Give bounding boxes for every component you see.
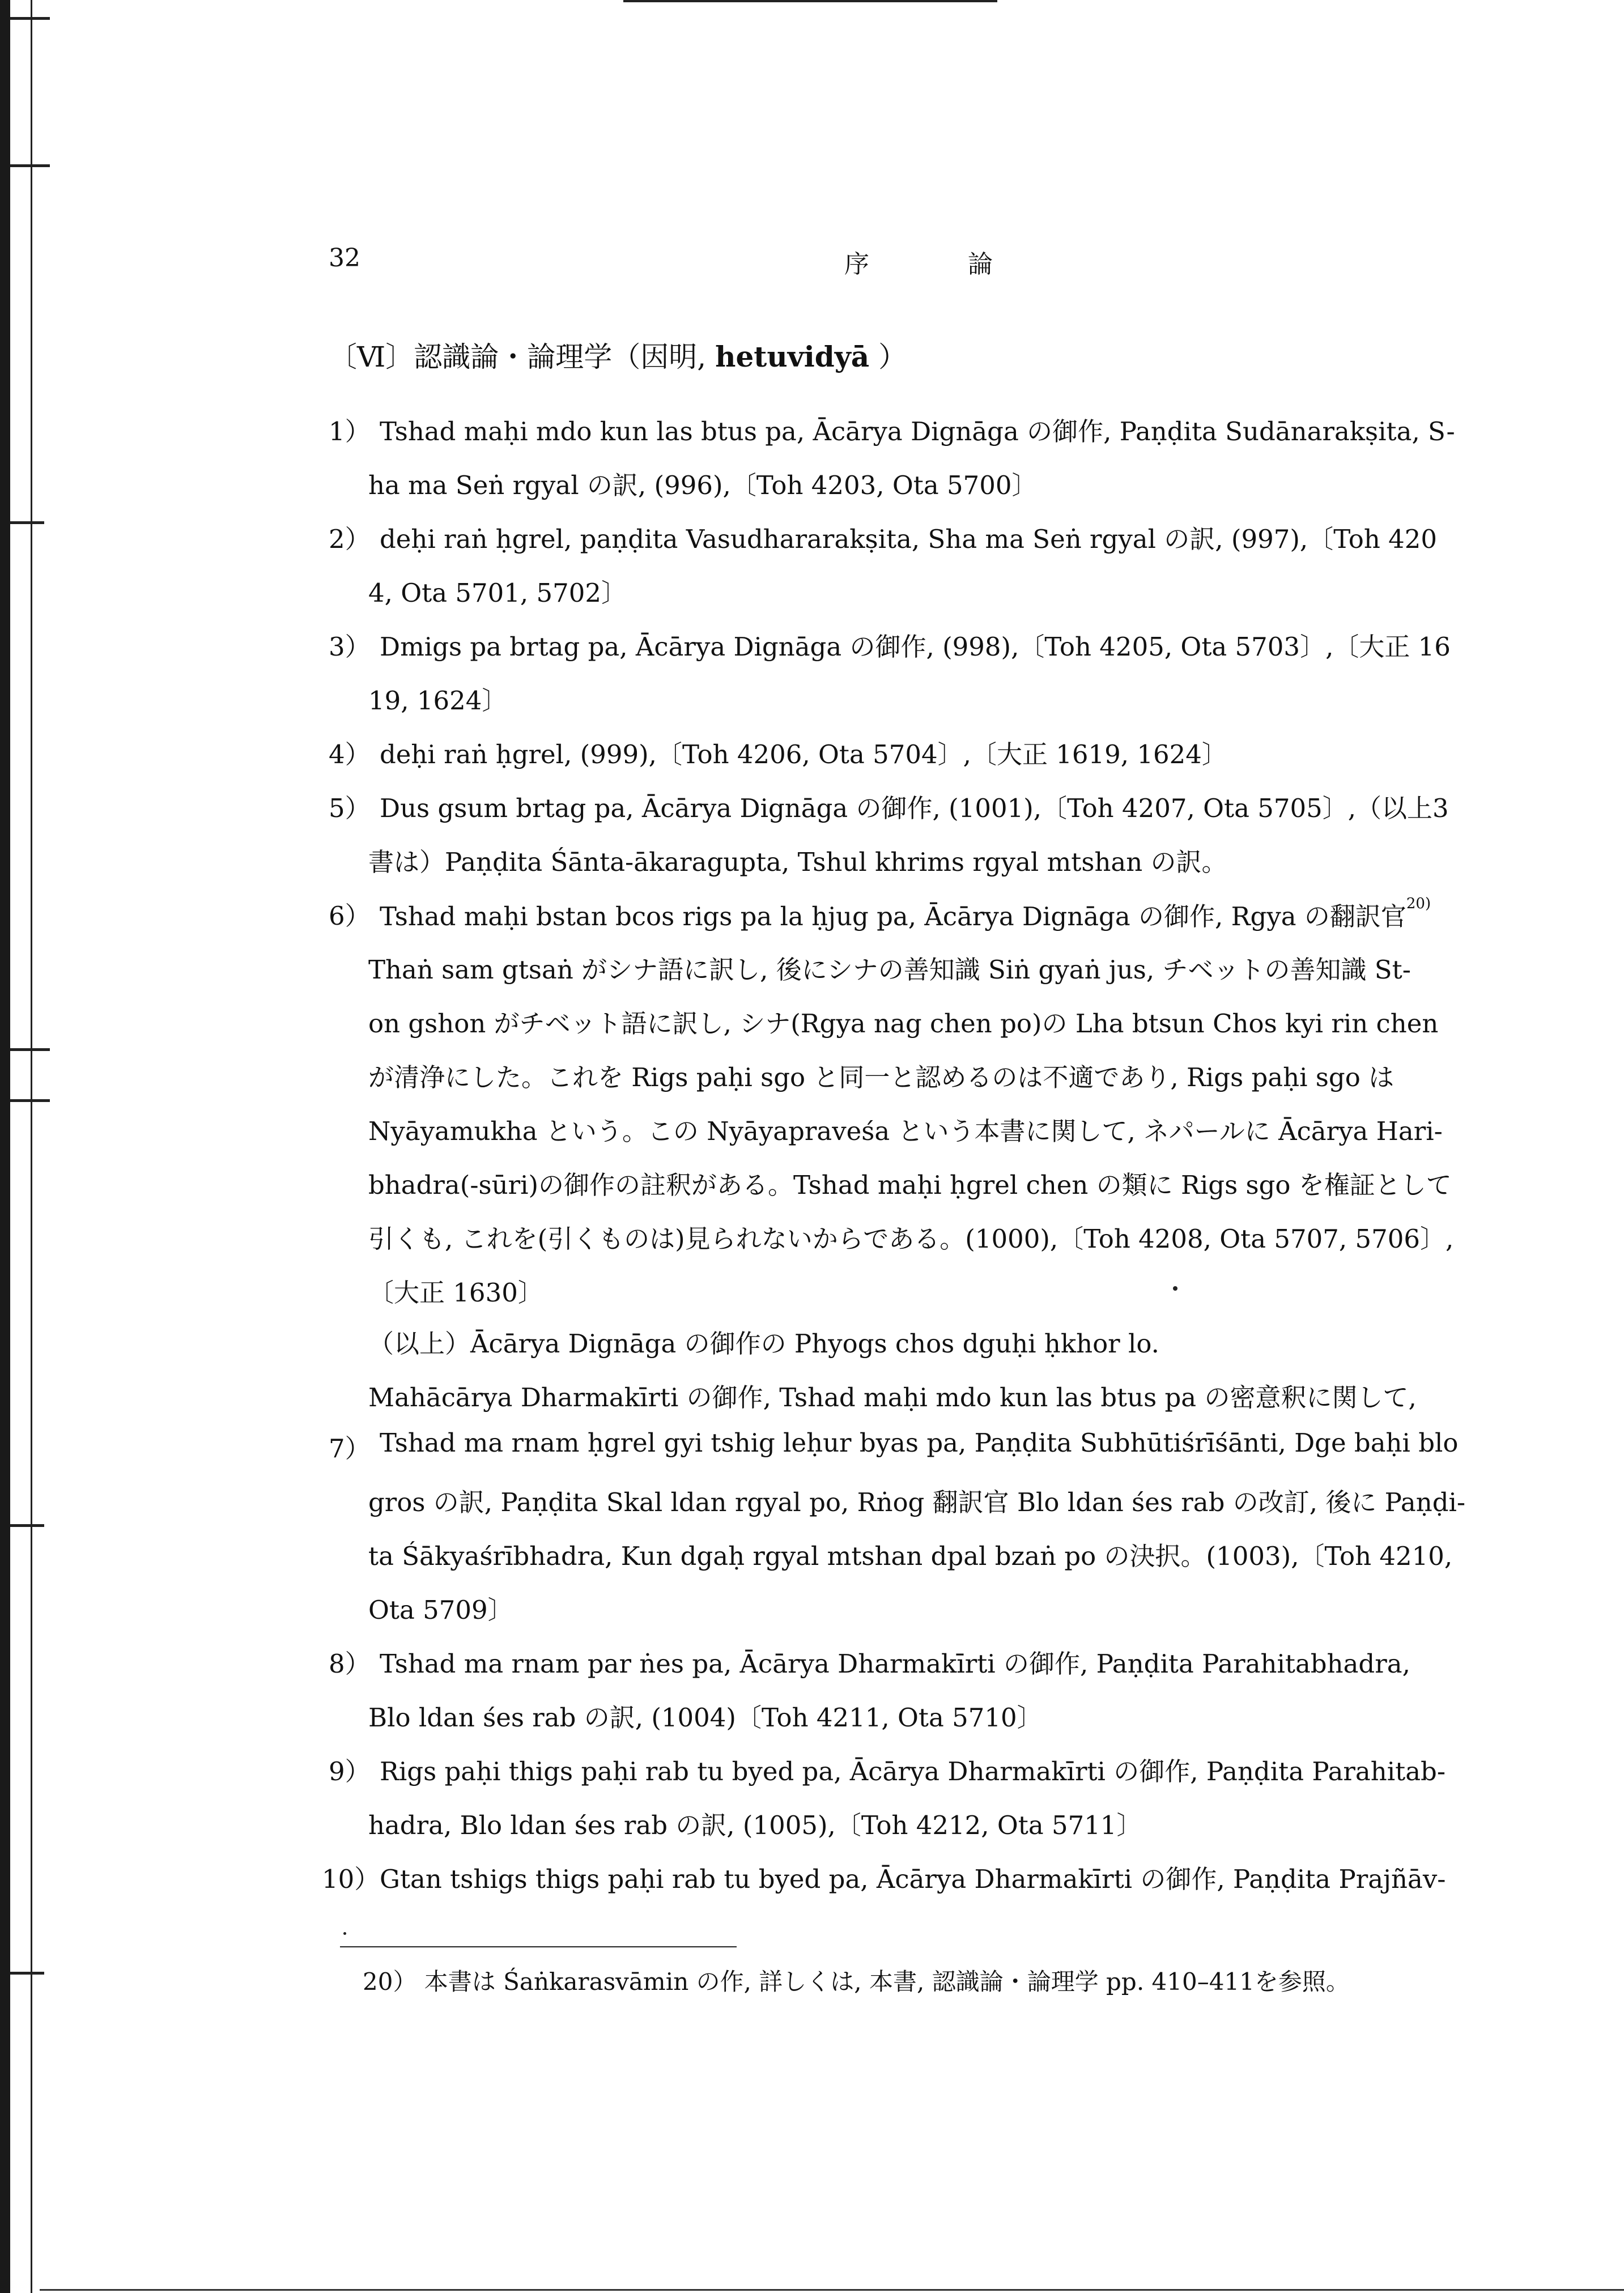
entry-line: Tshad maḥi mdo kun las btus pa, Ācārya Dignāga の御作, Paṇḍita Sudānarakṣita, S-	[380, 416, 1455, 446]
entry-line: Blo ldan śes rab の訳, (1004)〔Toh 4211, Ota 5710〕	[368, 1703, 1043, 1733]
entry-line: Tshad maḥi bstan bcos rigs pa la ḥjug pa, Ācārya Dignāga の御作, Rgya の翻訳官$^{20)}$	[380, 895, 1431, 931]
entry-number: 3）	[329, 632, 371, 662]
section-heading	[329, 334, 907, 375]
top-rule	[623, 0, 997, 2]
footnote: 20） 本書は Śaṅkarasvāmin の作, 詳しくは, 本書, 認識論・論理学 pp. 410–411を参照。	[363, 1968, 1350, 1996]
entry-line: Thaṅ sam gtsaṅ がシナ語に訳し, 後にシナの善知識 Siṅ gyaṅ jus, チベットの善知識 St-	[368, 955, 1411, 985]
entry-number: 5）	[329, 793, 371, 823]
entry-line: Tshad ma rnam par ṅes pa, Ācārya Dharmakīrti の御作, Paṇḍita Parahitabhadra,	[380, 1649, 1410, 1679]
binder-edge	[0, 0, 10, 2293]
section-heading-term: hetuvidyā	[715, 340, 870, 373]
margin-tick	[10, 521, 44, 524]
entry-number: 2）	[329, 524, 371, 554]
margin-tick	[10, 164, 50, 167]
print-speck	[343, 1932, 346, 1935]
margin-tick	[10, 1048, 50, 1051]
running-head: 序 論	[844, 250, 1038, 279]
entry-number: 4）	[329, 739, 371, 769]
footnote-reference[interactable]: 20)	[1406, 895, 1431, 912]
margin-tick	[10, 1524, 44, 1527]
entry-line: ta Śākyaśrībhadra, Kun dgaḥ rgyal mtshan dpal bzaṅ po の決択。(1003),〔Toh 4210,	[368, 1541, 1453, 1571]
entry-line: Mahācārya Dharmakīrti の御作, Tshad maḥi mdo kun las btus pa の密意釈に関して,	[368, 1382, 1417, 1413]
entry-line: Tshad ma rnam ḥgrel gyi tshig leḥur byas pa, Paṇḍita Subhūtiśrīśānti, Dge baḥi blo	[380, 1428, 1459, 1458]
binder-rule	[31, 0, 32, 2293]
entry-line: Dus gsum brtag pa, Ācārya Dignāga の御作, (1001),〔Toh 4207, Ota 5705〕,（以上3	[380, 793, 1449, 823]
entry-number: 10）	[322, 1864, 380, 1894]
entry-line: 4, Ota 5701, 5702〕	[368, 578, 627, 608]
footnote-rule	[340, 1946, 737, 1947]
entry-line: Dmigs pa brtag pa, Ācārya Dignāga の御作, (998),〔Toh 4205, Ota 5703〕,〔大正 16	[380, 632, 1451, 662]
entry-number: 8）	[329, 1649, 371, 1679]
entry-line: （以上）Ācārya Dignāga の御作の Phyogs chos dguḥi ḥkhor lo.	[368, 1329, 1159, 1359]
entry-line: 引くも, これを(引くものは)見られないからである。(1000),〔Toh 4208, Ota 5707, 5706〕,	[368, 1224, 1454, 1254]
entry-line: deḥi raṅ ḥgrel, paṇḍita Vasudhararakṣita, Sha ma Seṅ rgyal の訳, (997),〔Toh 420	[380, 524, 1438, 554]
entry-line: が清浄にした。これを Rigs paḥi sgo と同一と認めるのは不適であり, Rigs paḥi sgo は	[368, 1062, 1395, 1092]
entry-line: 書は）Paṇḍita Śānta-ākaragupta, Tshul khrims rgyal mtshan の訳。	[368, 847, 1227, 877]
entry-line: on gshon がチベット語に訳し, シナ(Rgya nag chen po)の Lha btsun Chos kyi rin chen	[368, 1009, 1439, 1039]
entry-number: 1）	[329, 416, 371, 446]
bottom-rule	[40, 2289, 1624, 2291]
entry-line: Gtan tshigs thigs paḥi rab tu byed pa, Ācārya Dharmakīrti の御作, Paṇḍita Prajñāv-	[380, 1864, 1446, 1894]
section-heading-suffix: ）	[878, 341, 907, 373]
margin-tick	[10, 1972, 44, 1975]
entry-line: bhadra(-sūri)の御作の註釈がある。Tshad maḥi ḥgrel chen の類に Rigs sgo を権証として	[368, 1170, 1452, 1200]
entry-line: 〔大正 1630〕	[368, 1278, 543, 1308]
entry-line: Rigs paḥi thigs paḥi rab tu byed pa, Ācārya Dharmakīrti の御作, Paṇḍita Parahitab-	[380, 1756, 1446, 1786]
entry-line: Ota 5709〕	[368, 1595, 513, 1625]
section-heading-prefix: 〔Ⅵ〕認識論・論理学（因明,	[329, 341, 707, 373]
entry-line: ha ma Seṅ rgyal の訳, (996),〔Toh 4203, Ota 5700〕	[368, 470, 1038, 500]
margin-tick	[10, 1099, 50, 1102]
entry-number: 6）	[329, 901, 371, 931]
page-number: 32	[329, 244, 360, 273]
entry-number: 7）	[329, 1433, 371, 1464]
print-speck	[1173, 1286, 1177, 1291]
entry-line: 19, 1624〕	[368, 686, 508, 716]
entry-line: hadra, Blo ldan śes rab の訳, (1005),〔Toh 4212, Ota 5711〕	[368, 1810, 1142, 1840]
entry-line: deḥi raṅ ḥgrel, (999),〔Toh 4206, Ota 5704〕,〔大正 1619, 1624〕	[380, 739, 1227, 769]
entry-line: Nyāyamukha という。この Nyāyapraveśa という本書に関して, ネパールに Ācārya Hari-	[368, 1116, 1443, 1146]
margin-tick	[10, 17, 50, 20]
entry-number: 9）	[329, 1756, 371, 1786]
entry-line: gros の訳, Paṇḍita Skal ldan rgyal po, Rṅog 翻訳官 Blo ldan śes rab の改訂, 後に Paṇḍi-	[368, 1487, 1466, 1517]
